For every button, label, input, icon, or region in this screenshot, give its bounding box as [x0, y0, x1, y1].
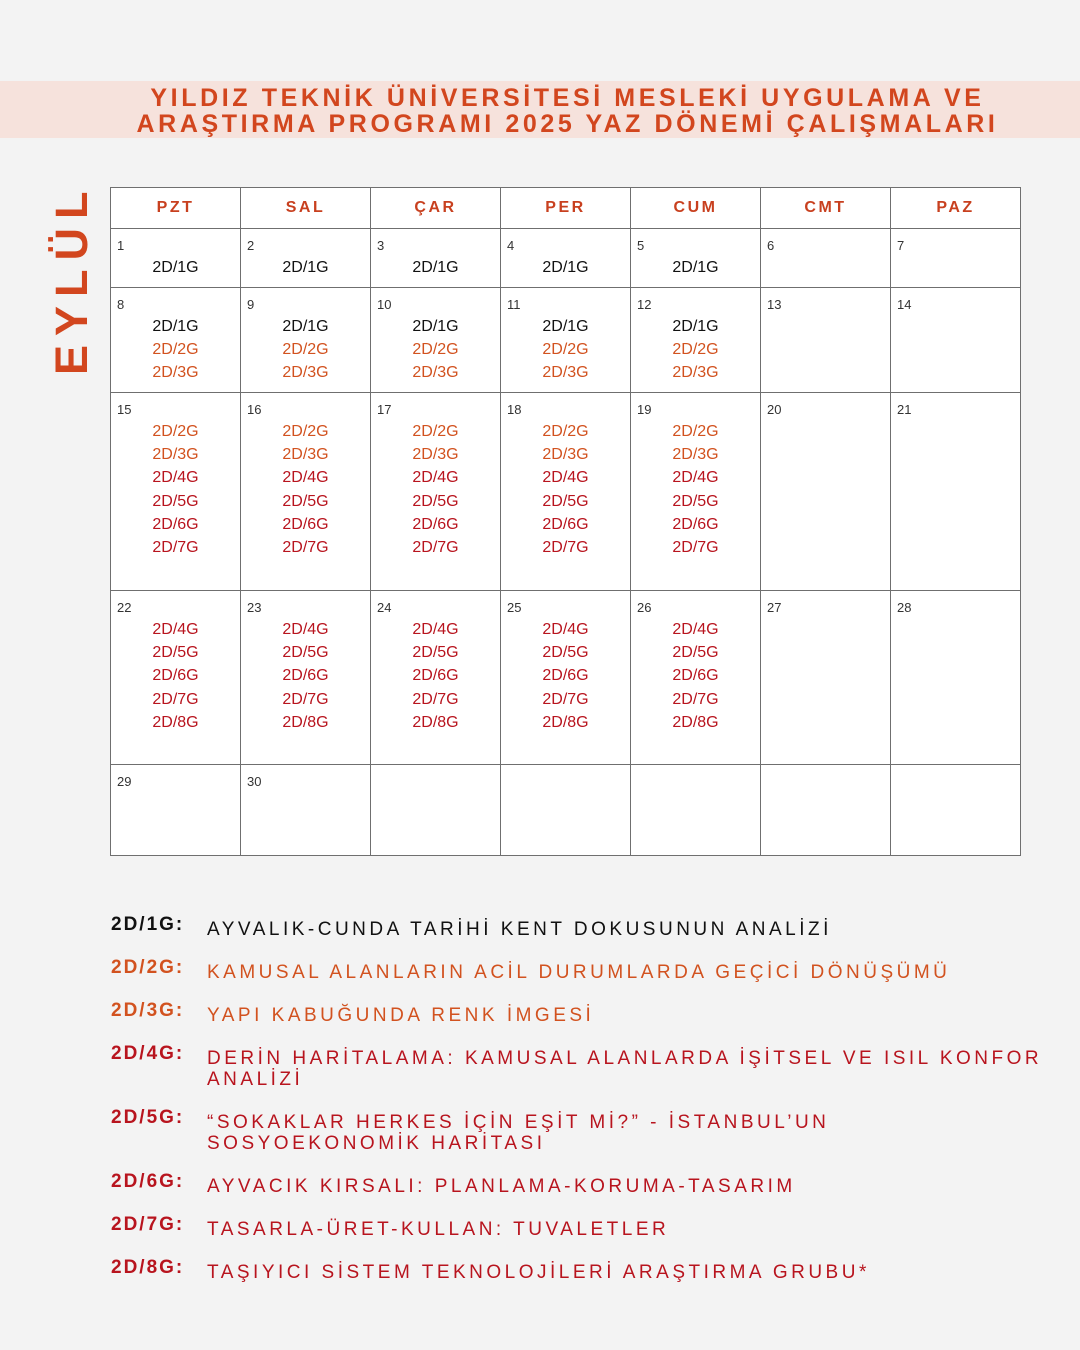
calendar-day-cell	[631, 288, 761, 393]
legend-text: KAMUSAL ALANLARIN ACİL DURUMLARDA GEÇİCİ DÖNÜŞÜMÜ	[207, 962, 951, 983]
group-code: 2D/5G	[672, 492, 719, 510]
day-number: 29	[117, 774, 132, 789]
calendar-day-cell	[241, 393, 371, 591]
day-number: 11	[507, 297, 521, 312]
group-code: 2D/4G	[152, 469, 199, 487]
group-code: 2D/5G	[672, 644, 719, 662]
legend-item	[111, 1215, 1051, 1240]
day-codes	[501, 420, 630, 559]
calendar-day-cell	[631, 765, 761, 856]
group-code: 2D/2G	[152, 341, 199, 359]
legend-text: “SOKAKLAR HERKES İÇİN EŞİT Mİ?” - İSTANBUL’UN SOSYOEKONOMİK HARİTASI	[207, 1112, 830, 1154]
group-code: 2D/4G	[412, 621, 459, 638]
calendar-day-cell	[761, 393, 891, 591]
calendar-day-cell	[761, 765, 891, 856]
legend-code: 2D/3G:	[111, 1000, 185, 1021]
legend-text: AYVALIK-CUNDA TARİHİ KENT DOKUSUNUN ANALİZİ	[207, 919, 832, 940]
group-code: 2D/3G	[412, 364, 459, 382]
group-code: 2D/1G	[282, 318, 329, 335]
group-code: 2D/5G	[412, 492, 459, 510]
page-title-line2: ARAŞTIRMA PROGRAMI 2025 YAZ DÖNEMİ ÇALIŞMALARI	[136, 110, 999, 138]
calendar-day-cell	[761, 288, 891, 393]
group-code: 2D/1G	[542, 259, 589, 276]
day-number: 4	[507, 238, 515, 253]
group-code: 2D/1G	[412, 318, 459, 335]
day-number: 13	[767, 297, 782, 312]
legend-code: 2D/2G:	[111, 957, 185, 978]
group-code: 2D/6G	[152, 667, 199, 685]
group-code: 2D/4G	[672, 469, 719, 487]
group-code: 2D/3G	[542, 446, 589, 464]
group-code: 2D/1G	[152, 318, 199, 335]
day-number: 10	[377, 297, 392, 312]
group-code: 2D/3G	[152, 364, 199, 382]
calendar-day-cell	[371, 229, 501, 288]
weekday-header-row	[111, 188, 1021, 229]
group-code: 2D/2G	[672, 423, 719, 440]
calendar-day-cell	[891, 393, 1021, 591]
day-number: 9	[247, 297, 255, 312]
day-number: 30	[247, 774, 262, 789]
day-number: 19	[637, 402, 652, 417]
calendar-week-row	[111, 591, 1021, 765]
group-code: 2D/2G	[152, 423, 199, 440]
legend-code: 2D/6G:	[111, 1171, 185, 1192]
weekday-header: SAL	[241, 188, 371, 229]
legend-code: 2D/1G:	[111, 914, 185, 935]
group-code: 2D/6G	[412, 515, 459, 533]
group-code: 2D/6G	[542, 667, 589, 685]
group-code: 2D/3G	[282, 446, 329, 464]
day-number: 6	[767, 238, 775, 253]
calendar-day-cell	[631, 591, 761, 765]
group-code: 2D/1G	[672, 259, 719, 276]
group-code: 2D/1G	[152, 259, 199, 276]
weekday-header: CUM	[631, 188, 761, 229]
legend-item	[111, 1258, 1051, 1283]
group-code: 2D/7G	[542, 690, 589, 708]
legend-text: YAPI KABUĞUNDA RENK İMGESİ	[207, 1005, 595, 1026]
calendar-day-cell	[111, 288, 241, 393]
group-code: 2D/1G	[412, 259, 459, 276]
day-number: 1	[117, 238, 125, 253]
group-code: 2D/1G	[542, 318, 589, 335]
group-code: 2D/7G	[672, 538, 719, 556]
weekday-header: CMT	[761, 188, 891, 229]
calendar-week-row	[111, 765, 1021, 856]
group-code: 2D/7G	[672, 690, 719, 708]
calendar-day-cell	[241, 591, 371, 765]
calendar-week-row	[111, 288, 1021, 393]
group-code: 2D/4G	[542, 621, 589, 638]
calendar-day-cell	[241, 288, 371, 393]
day-number: 26	[637, 600, 652, 615]
legend-text: TASARLA-ÜRET-KULLAN: TUVALETLER	[207, 1219, 670, 1240]
day-codes	[631, 420, 760, 559]
group-code: 2D/7G	[412, 538, 459, 556]
group-code: 2D/3G	[282, 364, 329, 382]
group-code: 2D/6G	[542, 515, 589, 533]
day-number: 17	[377, 402, 392, 417]
group-code: 2D/7G	[542, 538, 589, 556]
calendar-day-cell	[891, 229, 1021, 288]
calendar-day-cell	[111, 765, 241, 856]
legend-code: 2D/7G:	[111, 1214, 185, 1235]
group-code: 2D/6G	[412, 667, 459, 685]
day-number: 12	[637, 297, 652, 312]
group-code: 2D/5G	[282, 644, 329, 662]
group-code: 2D/5G	[542, 492, 589, 510]
day-number: 3	[377, 238, 385, 253]
calendar-day-cell	[371, 765, 501, 856]
group-code: 2D/8G	[542, 713, 589, 731]
group-code: 2D/2G	[542, 341, 589, 359]
calendar-day-cell	[501, 765, 631, 856]
day-codes	[501, 256, 630, 279]
group-code: 2D/2G	[282, 423, 329, 440]
weekday-header: PAZ	[891, 188, 1021, 229]
legend-code: 2D/5G:	[111, 1107, 185, 1128]
day-codes	[631, 618, 760, 734]
calendar-week-row	[111, 229, 1021, 288]
weekday-header: ÇAR	[371, 188, 501, 229]
group-code: 2D/7G	[282, 538, 329, 556]
group-code: 2D/3G	[152, 446, 199, 464]
legend	[111, 915, 1051, 1301]
group-code: 2D/2G	[282, 341, 329, 359]
calendar-day-cell	[631, 229, 761, 288]
group-code: 2D/7G	[152, 690, 199, 708]
group-code: 2D/3G	[672, 446, 719, 464]
group-code: 2D/2G	[412, 341, 459, 359]
day-number: 21	[897, 402, 912, 417]
day-codes	[111, 315, 240, 385]
day-codes	[111, 618, 240, 734]
group-code: 2D/6G	[672, 515, 719, 533]
day-number: 27	[767, 600, 782, 615]
day-codes	[111, 256, 240, 279]
group-code: 2D/6G	[282, 515, 329, 533]
day-number: 14	[897, 297, 912, 312]
group-code: 2D/8G	[152, 713, 199, 731]
legend-text: DERİN HARİTALAMA: KAMUSAL ALANLARDA İŞİTSEL VE ISIL KONFOR ANALİZİ	[207, 1048, 1043, 1090]
day-number: 18	[507, 402, 522, 417]
group-code: 2D/4G	[152, 621, 199, 638]
day-number: 16	[247, 402, 262, 417]
day-codes	[631, 315, 760, 385]
calendar-day-cell	[501, 393, 631, 591]
day-codes	[371, 256, 500, 279]
calendar-day-cell	[111, 591, 241, 765]
group-code: 2D/3G	[412, 446, 459, 464]
group-code: 2D/3G	[542, 364, 589, 382]
day-codes	[111, 420, 240, 559]
group-code: 2D/5G	[542, 644, 589, 662]
calendar-day-cell	[501, 288, 631, 393]
calendar-day-cell	[761, 229, 891, 288]
group-code: 2D/8G	[672, 713, 719, 731]
group-code: 2D/4G	[672, 621, 719, 638]
group-code: 2D/5G	[152, 644, 199, 662]
day-number: 25	[507, 600, 522, 615]
calendar-day-cell	[631, 393, 761, 591]
legend-code: 2D/8G:	[111, 1257, 185, 1278]
day-number: 20	[767, 402, 782, 417]
group-code: 2D/8G	[412, 713, 459, 731]
legend-item	[111, 1108, 1051, 1154]
day-codes	[371, 420, 500, 559]
group-code: 2D/5G	[282, 492, 329, 510]
day-codes	[241, 315, 370, 385]
calendar-day-cell	[371, 288, 501, 393]
day-number: 2	[247, 238, 255, 253]
day-number: 23	[247, 600, 262, 615]
day-codes	[631, 256, 760, 279]
day-codes	[241, 618, 370, 734]
day-codes	[501, 618, 630, 734]
legend-text: TAŞIYICI SİSTEM TEKNOLOJİLERİ ARAŞTIRMA GRUBU*	[207, 1262, 870, 1283]
day-number: 15	[117, 402, 132, 417]
calendar-day-cell	[891, 591, 1021, 765]
calendar-day-cell	[761, 591, 891, 765]
calendar-week-row	[111, 393, 1021, 591]
page-title-line1: YILDIZ TEKNİK ÜNİVERSİTESİ MESLEKİ UYGULAMA VE	[150, 84, 985, 112]
calendar-day-cell	[241, 229, 371, 288]
day-number: 28	[897, 600, 912, 615]
group-code: 2D/5G	[412, 644, 459, 662]
month-label: EYLÜL	[46, 182, 97, 375]
group-code: 2D/1G	[672, 318, 719, 335]
group-code: 2D/5G	[152, 492, 199, 510]
day-codes	[371, 618, 500, 734]
day-codes	[241, 420, 370, 559]
group-code: 2D/4G	[542, 469, 589, 487]
day-codes	[371, 315, 500, 385]
legend-code: 2D/4G:	[111, 1043, 185, 1064]
calendar-table	[110, 187, 1021, 856]
day-codes	[501, 315, 630, 385]
legend-item	[111, 1172, 1051, 1197]
weekday-header: PZT	[111, 188, 241, 229]
group-code: 2D/7G	[152, 538, 199, 556]
group-code: 2D/2G	[542, 423, 589, 440]
calendar-day-cell	[891, 765, 1021, 856]
legend-text: AYVACIK KIRSALI: PLANLAMA-KORUMA-TASARIM	[207, 1176, 796, 1197]
day-number: 24	[377, 600, 392, 615]
group-code: 2D/3G	[672, 364, 719, 382]
group-code: 2D/1G	[282, 259, 329, 276]
calendar-day-cell	[501, 591, 631, 765]
day-codes	[241, 256, 370, 279]
weekday-header: PER	[501, 188, 631, 229]
group-code: 2D/2G	[412, 423, 459, 440]
legend-item	[111, 1001, 1051, 1026]
group-code: 2D/4G	[282, 469, 329, 487]
calendar-day-cell	[111, 229, 241, 288]
group-code: 2D/6G	[282, 667, 329, 685]
legend-item	[111, 915, 1051, 940]
group-code: 2D/8G	[282, 713, 329, 731]
calendar-day-cell	[891, 288, 1021, 393]
legend-item	[111, 1044, 1051, 1090]
legend-item	[111, 958, 1051, 983]
calendar-day-cell	[501, 229, 631, 288]
calendar-day-cell	[111, 393, 241, 591]
day-number: 5	[637, 238, 645, 253]
day-number: 22	[117, 600, 132, 615]
calendar-day-cell	[241, 765, 371, 856]
day-number: 8	[117, 297, 125, 312]
group-code: 2D/4G	[282, 621, 329, 638]
group-code: 2D/6G	[152, 515, 199, 533]
group-code: 2D/7G	[282, 690, 329, 708]
day-number: 7	[897, 238, 905, 253]
group-code: 2D/2G	[672, 341, 719, 359]
group-code: 2D/6G	[672, 667, 719, 685]
group-code: 2D/4G	[412, 469, 459, 487]
calendar-day-cell	[371, 591, 501, 765]
group-code: 2D/7G	[412, 690, 459, 708]
calendar-day-cell	[371, 393, 501, 591]
